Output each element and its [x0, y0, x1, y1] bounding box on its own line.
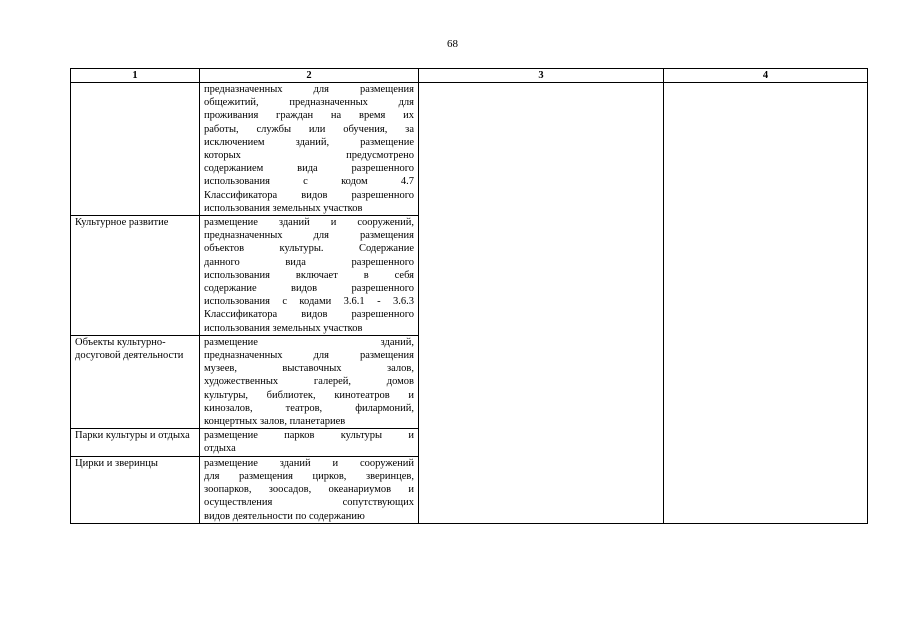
land-use-description-cell	[200, 456, 419, 523]
description-line: использования земельных участков	[204, 322, 363, 334]
description-line: использования земельных участков	[204, 202, 363, 214]
description-line: содержание видов разрешенного	[204, 283, 414, 295]
description-line: видов деятельности по содержанию	[204, 510, 365, 522]
header-row	[71, 69, 868, 83]
description-line: музеев, выставочных залов,	[204, 363, 414, 375]
description-line: Классификатора видов разрешенного	[204, 309, 414, 321]
description-line: размещение парков культуры и	[204, 430, 414, 442]
description-line: работы, службы или обучения, за	[204, 123, 414, 135]
description-line: размещение зданий,	[204, 336, 414, 348]
description-line: общежитий, предназначенных для	[204, 97, 414, 109]
description-line: отдыха	[204, 443, 236, 455]
header-col-2: 2	[200, 69, 419, 83]
description-line: которых предусмотрено	[204, 150, 414, 162]
description-line: предназначенных для размещения	[204, 230, 414, 242]
land-use-description-cell	[200, 83, 419, 216]
land-use-name-cell	[71, 83, 200, 216]
land-use-description-cell	[200, 216, 419, 336]
description-line: предназначенных для размещения	[204, 350, 414, 362]
land-use-name-cell: Культурное развитие	[71, 216, 200, 336]
header-col-4: 4	[664, 69, 868, 83]
description-line: Классификатора видов разрешенного	[204, 189, 414, 201]
column-3-cell	[419, 83, 664, 524]
description-line: использования включает в себя	[204, 269, 414, 281]
header-col-3: 3	[419, 69, 664, 83]
description-line: исключением зданий, размещение	[204, 136, 414, 148]
land-use-table	[70, 68, 868, 524]
description-line: объектов культуры. Содержание	[204, 243, 414, 255]
land-use-description-cell	[200, 335, 419, 428]
description-line: осуществления сопутствующих	[204, 497, 414, 509]
land-use-name-cell: Цирки и зверинцы	[71, 456, 200, 523]
page-number: 68	[447, 38, 458, 50]
description-line: содержанием вида разрешенного	[204, 163, 414, 175]
description-line: использования с кодами 3.6.1 - 3.6.3	[204, 296, 414, 308]
description-line: зоопарков, зоосадов, океанариумов и	[204, 484, 414, 496]
description-line: художественных галерей, домов	[204, 376, 414, 388]
description-line: культуры, библиотек, кинотеатров и	[204, 389, 414, 401]
description-line: кинозалов, театров, филармоний,	[204, 402, 414, 414]
description-line: предназначенных для размещения	[204, 84, 414, 95]
column-4-cell	[664, 83, 868, 524]
table-row	[71, 83, 868, 216]
header-col-1: 1	[71, 69, 200, 83]
description-line: размещение зданий и сооружений,	[204, 217, 414, 229]
description-line: данного вида разрешенного	[204, 256, 414, 268]
description-line: проживания граждан на время их	[204, 110, 414, 122]
land-use-name-cell: Объекты культурно-досуговой деятельности	[71, 335, 200, 428]
description-line: для размещения цирков, зверинцев,	[204, 470, 414, 482]
description-line: использования с кодом 4.7	[204, 176, 414, 188]
description-line: концертных залов, планетариев	[204, 416, 346, 428]
land-use-name-cell: Парки культуры и отдыха	[71, 429, 200, 456]
description-line: размещение зданий и сооружений	[204, 457, 414, 469]
land-use-description-cell	[200, 429, 419, 456]
